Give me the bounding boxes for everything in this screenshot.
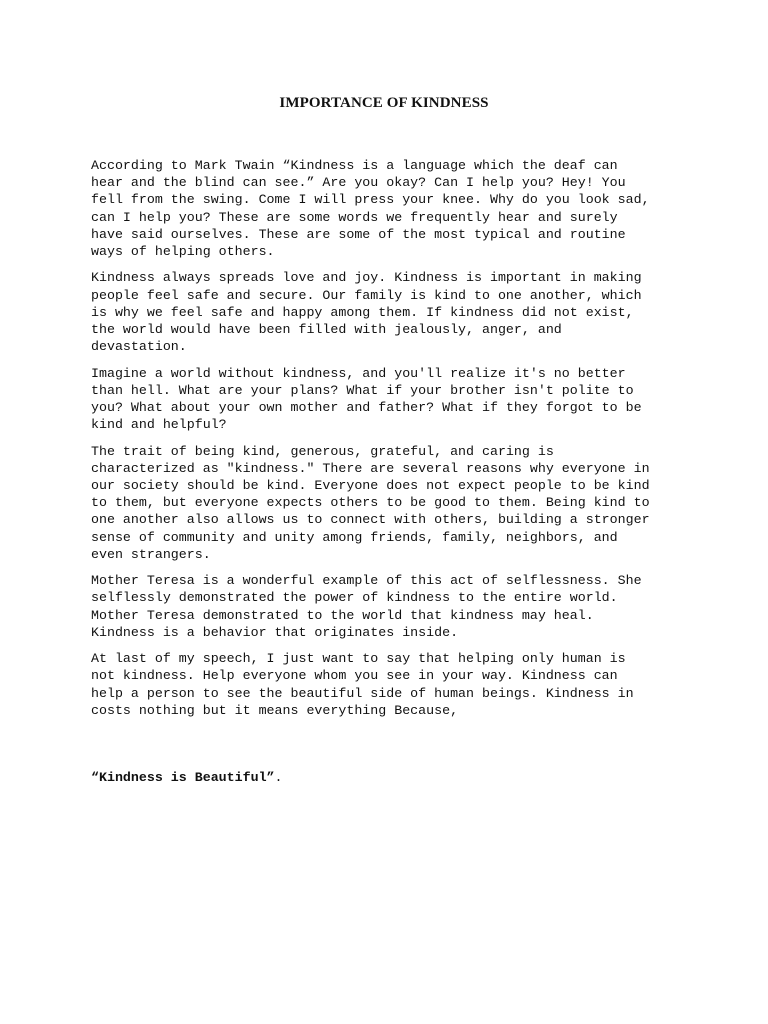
paragraph-1: According to Mark Twain “Kindness is a language which the deaf can hear and the blind can see.” Are you okay? Can I help you? Hey! You fell from the swing. Come I will press your knee. Why do you look sad, can I help you? These are some words we frequently hear and surely have said ourselves. These are some of the most typical and routine ways of helping others. bbox=[91, 158, 650, 260]
paragraph-2: Kindness always spreads love and joy. Kindness is important in making people feel safe and secure. Our family is kind to one another, which is why we feel safe and happy among them. If kindness did not exist, the world would have been filled with jealously, anger, and devastation. bbox=[91, 270, 642, 355]
closing-quote bbox=[91, 769, 283, 786]
paragraph-5: Mother Teresa is a wonderful example of this act of selflessness. She selflessly demonstrated the power of kindness to the entire world. Mother Teresa demonstrated to the world that kindness may heal. Kindness is a behavior that originates inside. bbox=[91, 573, 642, 640]
paragraph-4: The trait of being kind, generous, grateful, and caring is characterized as "kindness." There are several reasons why everyone in our society should be kind. Everyone does not expect people to be kind to them, but everyone expects others to be good to them. Being kind to one another also allows us to connect with others, building a stronger sense of community and unity among friends, family, neighbors, and even strangers. bbox=[91, 443, 650, 562]
closing-quote-punct: . bbox=[274, 770, 283, 785]
paragraph-6: At last of my speech, I just want to say that helping only human is not kindness. Help everyone whom you see in your way. Kindness can help a person to see the beautiful side of human beings. Kindness in costs nothing but it means everything Because, bbox=[91, 651, 634, 718]
document-title: IMPORTANCE OF KINDNESS bbox=[279, 95, 489, 111]
closing-quote-text: “Kindness is Beautiful” bbox=[91, 770, 275, 785]
paragraph-3: Imagine a world without kindness, and you'll realize it's no better than hell. What are your plans? What if your brother isn't polite to you? What about your own mother and father? What if they forgot to be kind and helpful? bbox=[91, 365, 642, 433]
document-body bbox=[91, 157, 691, 728]
